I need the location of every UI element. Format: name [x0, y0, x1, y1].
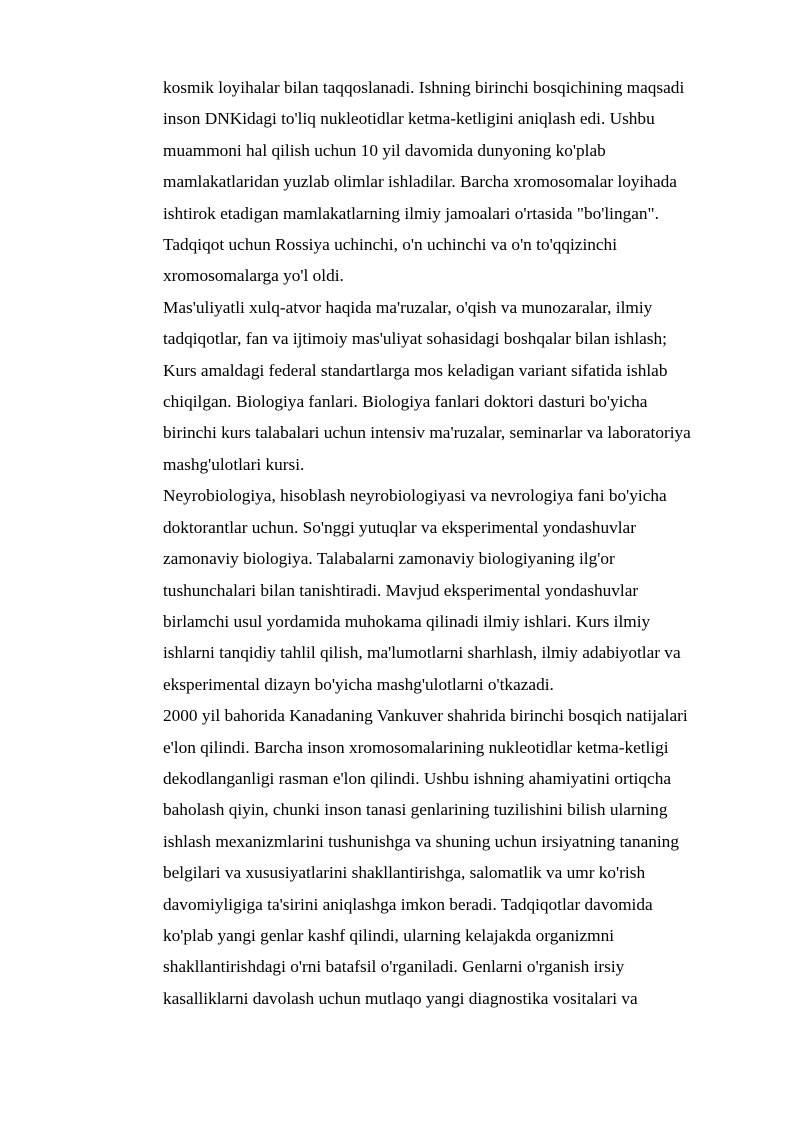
text-line: xromosomalarga yo'l oldi. [163, 266, 344, 286]
text-line: shakllantirishdagi o'rni batafsil o'rganiladi. Genlarni o'rganish irsiy [163, 957, 625, 977]
text-line: mashg'ulotlari kursi. [163, 454, 305, 474]
text-line: mamlakatlaridan yuzlab olimlar ishladilar. Barcha xromosomalar loyihada [163, 172, 677, 192]
text-line: kasalliklarni davolash uchun mutlaqo yangi diagnostika vositalari va [163, 988, 638, 1008]
text-line: baholash qiyin, chunki inson tanasi genlarining tuzilishini bilish ularning [163, 800, 668, 820]
text-line: inson DNKidagi to'liq nukleotidlar ketma-ketligini aniqlash edi. Ushbu [163, 109, 655, 129]
text-line: 2000 yil bahorida Kanadaning Vankuver shahrida birinchi bosqich natijalari [163, 706, 688, 726]
text-line: Mas'uliyatli xulq-atvor haqida ma'ruzalar, o'qish va munozaralar, ilmiy [163, 297, 653, 317]
text-line: belgilari va xususiyatlarini shakllantirishga, salomatlik va umr ko'rish [163, 863, 646, 883]
text-line: ishlarni tanqidiy tahlil qilish, ma'lumotlarni sharhlash, ilmiy adabiyotlar va [163, 643, 681, 663]
text-line: chiqilgan. Biologiya fanlari. Biologiya fanlari doktori dasturi bo'yicha [163, 392, 648, 412]
text-line: zamonaviy biologiya. Talabalarni zamonaviy biologiyaning ilg'or [163, 549, 615, 569]
text-line: birlamchi usul yordamida muhokama qilinadi ilmiy ishlari. Kurs ilmiy [163, 611, 651, 631]
text-line: kosmik loyihalar bilan taqqoslanadi. Ishning birinchi bosqichining maqsadi [163, 78, 685, 97]
text-line: davomiyligiga ta'sirini aniqlashga imkon beradi. Tadqiqotlar davomida [163, 894, 653, 914]
text-line: ko'plab yangi genlar kashf qilindi, ularning kelajakda organizmni [163, 925, 615, 945]
text-line: ishtirok etadigan mamlakatlarning ilmiy jamoalari o'rtasida "bo'lingan". [163, 203, 659, 223]
text-line: muammoni hal qilish uchun 10 yil davomida dunyoning ko'plab [163, 140, 606, 160]
paragraph-2 [163, 292, 743, 480]
text-line: ishlash mexanizmlarini tushunishga va shuning uchun irsiyatning tananing [163, 831, 679, 851]
text-line: eksperimental dizayn bo'yicha mashg'ulotlarni o'tkazadi. [163, 674, 554, 694]
text-line: tadqiqotlar, fan va ijtimoiy mas'uliyat sohasidagi boshqalar bilan ishlash; [163, 329, 667, 349]
paragraph-4 [163, 700, 743, 1014]
text-line: birinchi kurs talabalari uchun intensiv ma'ruzalar, seminarlar va laboratoriya [163, 423, 691, 443]
paragraph-1 [163, 72, 743, 292]
text-line: e'lon qilindi. Barcha inson xromosomalarining nukleotidlar ketma-ketligi [163, 737, 669, 757]
text-line: Kurs amaldagi federal standartlarga mos keladigan variant sifatida ishlab [163, 360, 668, 380]
text-line: Tadqiqot uchun Rossiya uchinchi, o'n uchinchi va o'n to'qqizinchi [163, 235, 618, 255]
text-line: dekodlanganligi rasman e'lon qilindi. Ushbu ishning ahamiyatini ortiqcha [163, 768, 672, 788]
text-line: Neyrobiologiya, hisoblash neyrobiologiyasi va nevrologiya fani bo'yicha [163, 486, 667, 506]
paragraph-3 [163, 480, 743, 700]
text-line: doktorantlar uchun. So'nggi yutuqlar va eksperimental yondashuvlar [163, 517, 636, 537]
document-page [163, 72, 743, 1014]
text-line: tushunchalari bilan tanishtiradi. Mavjud eksperimental yondashuvlar [163, 580, 639, 600]
